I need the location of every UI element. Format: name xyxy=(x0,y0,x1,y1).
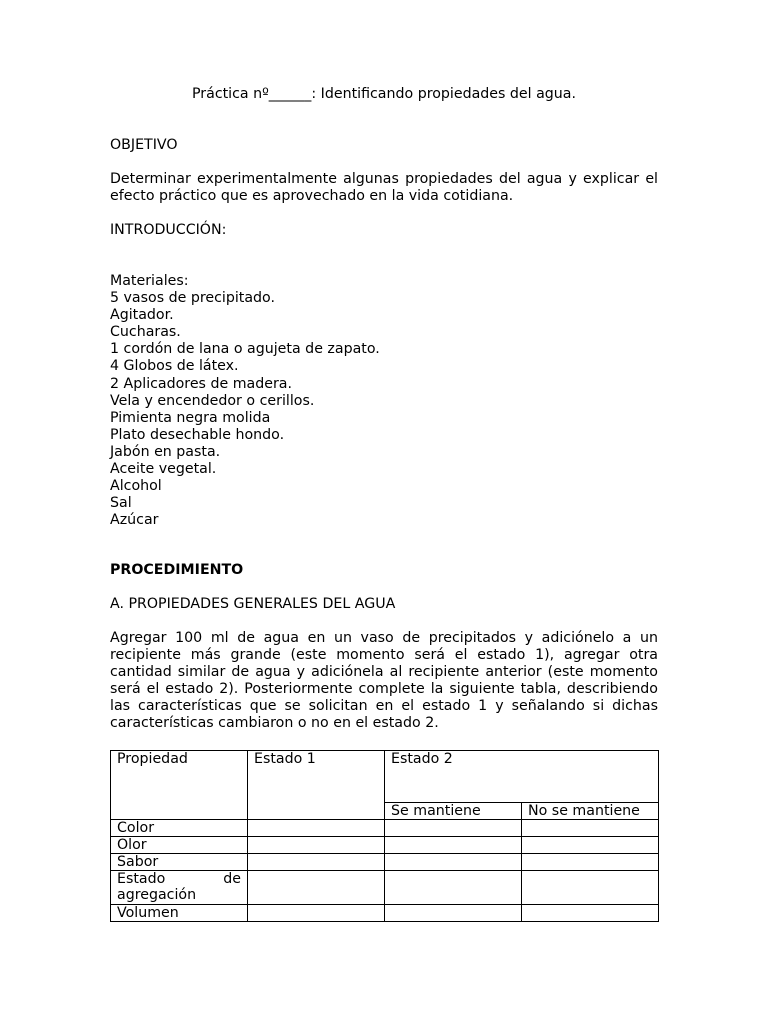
list-item: Aceite vegetal. xyxy=(110,461,217,478)
table-cell[interactable] xyxy=(522,837,659,854)
list-item: Plato desechable hondo. xyxy=(110,426,285,443)
header-estado-2: Estado 2 xyxy=(385,751,659,803)
section-a-heading: A. PROPIEDADES GENERALES DEL AGUA xyxy=(110,596,396,612)
header-estado-1: Estado 1 xyxy=(248,751,385,820)
header-propiedad: Propiedad xyxy=(111,751,248,820)
table-cell[interactable] xyxy=(248,837,385,854)
procedimiento-heading: PROCEDIMIENTO xyxy=(110,562,244,578)
list-item: Jabón en pasta. xyxy=(110,443,221,460)
list-item: Azúcar xyxy=(110,512,159,529)
list-item: Pimienta negra molida xyxy=(110,409,271,426)
table-cell[interactable] xyxy=(248,905,385,922)
row-label-volumen: Volumen xyxy=(111,905,248,922)
objetivo-heading: OBJETIVO xyxy=(110,137,178,153)
table-row xyxy=(111,905,659,922)
table-cell[interactable] xyxy=(248,820,385,837)
list-item: Sal xyxy=(110,495,132,512)
table-cell[interactable] xyxy=(248,854,385,871)
header-no-se-mantiene: No se mantiene xyxy=(522,803,659,820)
objetivo-text: Determinar experimentalmente algunas propiedades del agua y explicar el efecto práctico que es aprovechado en la vida cotidiana. xyxy=(110,171,658,204)
table-cell[interactable] xyxy=(522,871,659,905)
row-label-sabor: Sabor xyxy=(111,854,248,871)
table-row xyxy=(111,871,659,905)
list-item: Vela y encendedor o cerillos. xyxy=(110,392,315,409)
table-cell[interactable] xyxy=(522,820,659,837)
table-cell[interactable] xyxy=(385,820,522,837)
list-item: Cucharas. xyxy=(110,324,181,341)
table-cell[interactable] xyxy=(248,871,385,905)
list-item: Alcohol xyxy=(110,478,162,495)
list-item: Agitador. xyxy=(110,307,174,324)
table-cell[interactable] xyxy=(385,854,522,871)
list-item: 1 cordón de lana o agujeta de zapato. xyxy=(110,341,380,358)
materiales-list xyxy=(110,273,658,529)
agregacion-line xyxy=(117,871,241,887)
table-cell[interactable] xyxy=(385,871,522,905)
row-label-color: Color xyxy=(111,820,248,837)
properties-table xyxy=(110,750,659,922)
table-cell[interactable] xyxy=(385,837,522,854)
row-label-agregacion xyxy=(111,871,248,905)
table-row xyxy=(111,854,659,871)
agregacion-word-1: Estado xyxy=(117,871,166,887)
table-cell[interactable] xyxy=(522,905,659,922)
list-item: 2 Aplicadores de madera. xyxy=(110,375,292,392)
table-cell[interactable] xyxy=(385,905,522,922)
agregacion-word-2: de xyxy=(223,871,241,887)
header-se-mantiene: Se mantiene xyxy=(385,803,522,820)
table-row xyxy=(111,837,659,854)
procedimiento-text: Agregar 100 ml de agua en un vaso de precipitados y adiciónelo a un recipiente más grande (este momento será el estado 1), agregar otra cantidad similar de agua y adiciónela al recipiente anterior (este momento será el estado 2). Posteriormente complete la siguiente tabla, describiendo las características que se solicitan en el estado 1 y señalando si dichas características cambiaron o no en el estado 2. xyxy=(110,630,658,731)
materiales-heading: Materiales: xyxy=(110,273,189,289)
list-item: 4 Globos de látex. xyxy=(110,358,239,375)
agregacion-word-3: agregación xyxy=(117,887,197,903)
document-title: Práctica nº______: Identificando propiedades del agua. xyxy=(191,86,576,102)
table-cell[interactable] xyxy=(522,854,659,871)
row-label-olor: Olor xyxy=(111,837,248,854)
introduccion-heading: INTRODUCCIÓN: xyxy=(110,222,227,238)
table-row xyxy=(111,820,659,837)
list-item: 5 vasos de precipitado. xyxy=(110,290,275,307)
